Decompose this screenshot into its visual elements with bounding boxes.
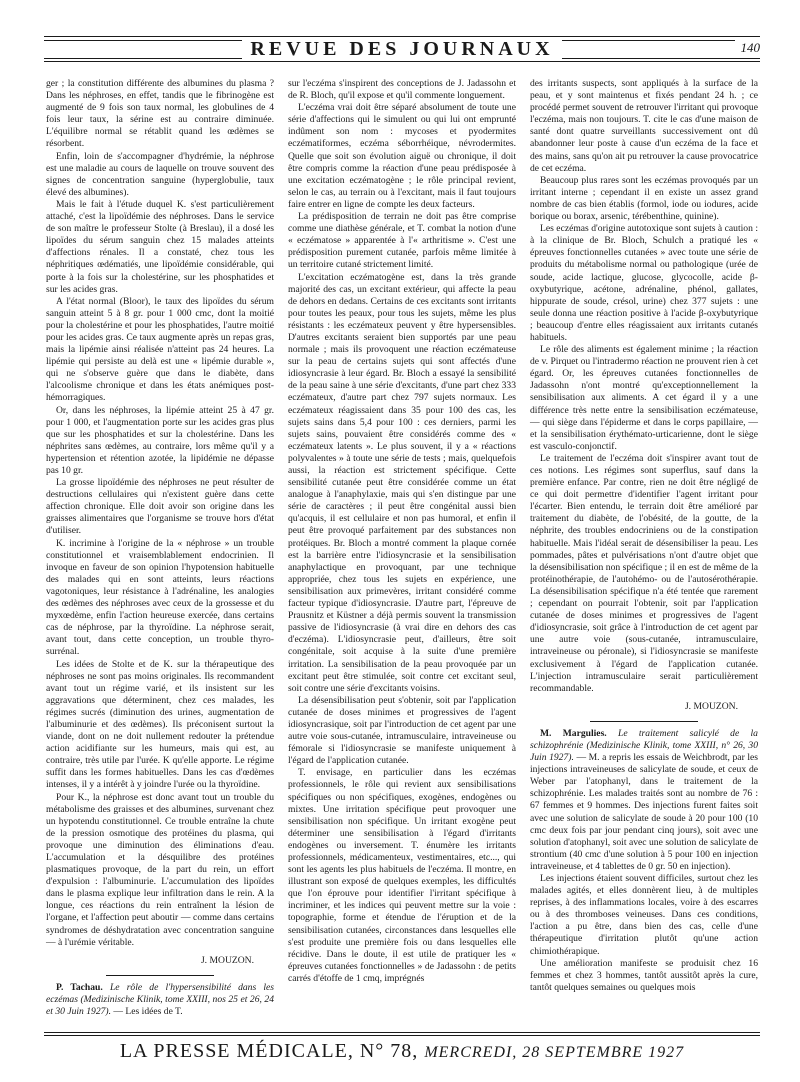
paragraph: Enfin, loin de s'accompagner d'hydrémie, la néphrose est une maladie au cours de laquelle on trouve souvent des signes de concentration sanguine (hyperglobulie, taux élevé des albumines). xyxy=(46,150,274,198)
author-signature: J. MOUZON. xyxy=(684,700,738,712)
article-lead: — Les idées de T. xyxy=(113,1006,183,1018)
paragraph: T. envisage, en particulier dans les eczémas professionnels, le rôle qui revient aux sensibilisations spécifiques ou non spécifiques, exogènes, endogènes ou mixtes. Une irritation spécifique peut provoquer une sensibilisation non spécifique. Un irritant exogène peut déterminer une sensibilisation à l'égard d'irritants endogènes ou inversement. T. énumère les irritants professionnels, médicamenteux, vestimentaires, etc..., qui sont les agents les plus habituels de l'eczéma. Il montre, en illustrant son exposé de quelques exemples, les difficultés que l'on éprouve pour identifier l'irritant spécifique à incriminer, et les indices qui peuvent mettre sur la voie : topographie, forme et étendue de l'éruption et de la sensibilisation cutanées, circonstances dans lesquelles elle s'est produite une première fois ou dans lesquelles elle récidive. Dans le doute, il est utile de pratiquer les « épreuves cutanées fonctionnelles » de Jadassohn : de petits carrés d'étoffe de 1 cmq, imprégnés xyxy=(288,767,516,984)
article-author: M. Margulies. xyxy=(540,727,607,739)
footer-date: MERCREDI, 28 SEPTEMBRE 1927 xyxy=(424,1044,685,1061)
article-lead: — M. a repris les essais de Weichbrodt, par les injections intraveineuses de salicylate de soude, et ceux de Weber par l'atophanyl, dans le traitement de la schizophrénie. Les malades traités sont au nombre de 76 : 67 femmes et 9 hommes. Des injections furent faites soit avec une solution de salicylate de soude à 20 pour 100 (10 cmc deux fois par jour pendant cinq jours), soit avec une solution d'atophanyl, soit avec une solution de salicylate de strontium (40 cmc d'une solution à 5 pour 100 en injection intraveineuse, et 4 tablettes de 0 gr. 50 en injection). xyxy=(530,752,758,872)
text-columns xyxy=(46,78,758,1018)
article-heading xyxy=(530,728,758,873)
paragraph: La désensibilisation peut s'obtenir, soit par l'application cutanée de doses minimes et progressives de l'agent idiosyncrasique, soit par l'introduction de cet agent par une autre voie sous-cutanée, intramusculaire, intraveineuse ou fémorale si l'idiosyncrasie se manifeste uniquement à l'égard de l'application cutanée. xyxy=(288,694,516,767)
page-number: 140 xyxy=(735,40,761,56)
paragraph: L'excitation eczématogène est, dans la très grande majorité des cas, un excitant extérieur, qui affecte la peau de dehors en dedans. Certains de ces excitants sont irritants pour toutes les peaux, pour tous les sujets, même les plus résistants : les eczémateux peuvent y être hypersensibles. D'autres excitants seraient bien supportés par une peau normale ; mais ils provoquent une réaction eczémateuse sur la peau de certains sujets qui sont affectés d'une idiosyncrasie à leur égard. Br. Bloch a essayé la sensibilité de la peau saine à une série d'excitants, d'une part chez 333 eczémateux, d'autre part chez 797 sujets normaux. Les eczémateux réagissaient dans 35 pour 100 des cas, les sujets sains dans 5,4 pour 100 : ces derniers, parmi les sujets sains, pouvaient être considérés comme des « eczémateux latents ». Le plus souvent, il y a « réactions polyvalentes » à toute une série de tests ; mais, quelquefois aussi, la réaction est strictement spécifique. Cette sensibilité cutanée peut être considérée comme un état analogue à l'anaphylaxie, mais qui s'en distingue par une série de caractères ; il peut être congénital aussi bien qu'acquis, il est cellulaire et non pas humoral, et enfin il peut être provoqué parfaitement par des substances non protéiques. Br. Bloch a montré comment la plaque cornée est la barrière entre l'idiosyncrasie et la sensibilisation anaphylactique en provoquant, par une technique appropriée, chez tous les sujets en expérience, une sensibilisation aux primevères, irritant considéré comme facteur typique d'idiosyncrasie. D'autre part, l'épreuve de Prausnitz et Küstner a déjà permis souvent la transmission passive de l'idiosyncrasie (à vrai dire en dehors des cas d'eczéma). L'idiosyncrasie peut, d'ailleurs, être soit congénitale, soit acquise à la suite d'une première irritation. La sensibilisation de la peau provoquée par un excitant peut être stimulée, soit contre cet excitant seul, soit contre une série d'excitants voisins. xyxy=(288,271,516,694)
header-rule xyxy=(44,36,760,37)
paragraph: sur l'eczéma s'inspirent des conceptions de J. Jadassohn et de R. Bloch, qu'il expose et qu'il commente longuement. xyxy=(288,78,516,102)
paragraph: Or, dans les néphroses, la lipémie atteint 25 à 47 gr. pour 1 000, et l'augmentation porte sur les acides gras plus que sur les phosphatides et sur la cholestérine. Dans les néphrites sans œdèmes, au contraire, lors même qu'il y a hypertension et rétention azotée, la lipidémie ne dépasse pas 10 gr. xyxy=(46,404,274,476)
paragraph: Les injections étaient souvent difficiles, surtout chez les malades agités, et elles donnèrent lieu, à de multiples reprises, à des inflammations locales, voire à des escarres ou à des thromboses veineuses. Dans ces conditions, l'action a pu être, dans bien des cas, celle d'une thérapeutique d'irritation plutôt qu'une action chimiothérapique. xyxy=(530,873,758,957)
article-title: Le rôle de l'hypersensibilité dans les eczémas (Medizinische Klinik, tome XXIII, nos 25 et 26, 24 et 30 Juin 1927). xyxy=(46,981,275,1018)
article-heading xyxy=(46,982,274,1018)
paragraph: Une amélioration manifeste se produisit chez 16 femmes et chez 3 hommes, tantôt aussitôt après la cure, tantôt quelques semaines ou quelques mois xyxy=(530,957,758,993)
running-title: REVUE DES JOURNAUX xyxy=(242,38,561,60)
footer-rule xyxy=(44,1032,760,1033)
paragraph: La grosse lipoïdémie des néphroses ne peut résulter de destructions cellulaires qui n'existent guère dans cette affection chronique. Elle doit avoir son origine dans les graisses alimentaires que l'organisme se trouve hors d'état d'utiliser. xyxy=(46,477,274,537)
paragraph: Mais le fait à l'étude duquel K. s'est particulièrement attaché, c'est la lipoïdémie des néphroses. Dans le service de son maître le professeur Stolte (à Breslau), il a dosé les lipoïdes du sérum sanguin chez 15 malades atteints d'affections rénales. Il a constaté, chez tous les néphritiques œdématiés, une lipoïdémie considérable, qui porte à la fois sur la cholestérine, sur les phosphatides et sur les acides gras. xyxy=(46,198,274,295)
footer-issue: N° 78, xyxy=(359,1040,419,1062)
paragraph: L'eczéma vrai doit être séparé absolument de toute une série d'affections qui le simulent ou qui lui ont emprunté indûment son nom : mycoses et pyodermites eczématiformes, eczéma séborrhéique, névrodermites. Quelle que soit son évolution aiguë ou chronique, il doit être compris comme la réaction d'une peau prédisposée à une excitation eczématogène ; le rôle principal revient, selon le cas, au terrain ou à l'excitant, mais il faut toujours faire entrer en ligne de compte les deux facteurs. xyxy=(288,102,516,210)
article-separator xyxy=(590,721,698,722)
page-footer xyxy=(44,1032,760,1062)
footer-line xyxy=(44,1040,760,1063)
paragraph: des irritants suspects, sont appliqués à la surface de la peau, et y sont maintenus et fixés pendant 24 h. ; ce procédé permet souvent de retrouver l'irritant qui provoque l'eczéma, mais non toujours. T. cite le cas d'une maison de santé dont quatre surveillants successivement ont dû abandonner leur poste à cause d'un eczéma de la face et des mains, sans qu'on ait pu retrouver la cause provocatrice de cet eczéma. xyxy=(530,78,758,174)
footer-rule xyxy=(44,1035,760,1036)
footer-journal: LA PRESSE MÉDICALE, xyxy=(119,1040,354,1062)
paragraph: ger ; la constitution différente des albumines du plasma ? Dans les néphroses, en effet, tandis que le fibrinogène est augmenté de 9 fois son taux normal, les globulines de 4 fois leur taux, la sérine est au contraire diminuée. L'équilibre normal se rétablit quand les œdèmes se résorbent. xyxy=(46,78,274,150)
author-signature: J. MOUZON. xyxy=(200,954,254,966)
paragraph: Beaucoup plus rares sont les eczémas provoqués par un irritant interne ; cependant il en existe un assez grand nombre de cas bien établis (formol, iode ou iodures, acide borique ou borax, arsenic, térébenthine, quinine). xyxy=(530,174,758,223)
paragraph: Le rôle des aliments est également minime ; la réaction de v. Pirquet ou l'intradermo réaction ne prouvent rien à cet égard. Or, les épreuves cutanées fonctionnelles de Jadassohn n'ont montré qu'exceptionnellement la sensibilisation aux aliments. A cet égard il y a une différence très nette entre la sensibilisation eczémateuse, — qui siège dans l'épiderme et dans le corps papillaire, — et la sensibilisation érythémato-urticarienne, dont le siège est vasculo-conjonctif. xyxy=(530,344,758,452)
column-1 xyxy=(46,78,275,1018)
page-header xyxy=(44,32,760,72)
paragraph: K. incrimine à l'origine de la « néphrose » un trouble constitutionnel et vraisemblablement endocrinien. Il invoque en faveur de son opinion l'hypotension habituelle des malades qui en sont atteints, leurs réactions vagotoniques, leur résistance à l'adrénaline, les analogies des œdèmes des néphroses avec ceux de la grossesse et du myxœdème, enfin l'action heureuse exercée, dans certains cas de néphrose, par la thyroïdine. La néphrose serait, avant tout, dans cette conception, un trouble thyro-surrénal. xyxy=(46,537,274,658)
paragraph: Les eczémas d'origine autotoxique sont sujets à caution : à la clinique de Br. Bloch, Schulch a pratiqué les « épreuves fonctionnelles cutanées » avec toute une série de produits du métabolisme normal ou pathologique (urée de soude, acide lactique, glucose, glycocolle, acide β-oxybutyrique, acétone, adrénaline, phénol, gallates, hippurate de soude, crésol, urine) chez 377 sujets : une seule donna une réaction positive à l'acide β-oxybutyrique ; beaucoup d'entre elles réagissaient aux irritants cutanés habituels. xyxy=(530,223,758,343)
column-3 xyxy=(530,78,758,996)
header-rule xyxy=(44,61,760,62)
article-author: P. Tachau. xyxy=(56,981,103,993)
paragraph: Les idées de Stolte et de K. sur la thérapeutique des néphroses ne sont pas moins originales. Ils recommandent avant tout un régime varié, et ils insistent sur les aggravations que déterminent, chez ces malades, les régimes sucrés (diminution des urines, augmentation de l'albuminurie et des œdèmes). Ils préconisent surtout la viande, dont on ne doit nullement redouter la prétendue action acidifiante sur les humeurs, mais qui est, au contraire, très utile par l'urée. K qu'elle apporte. Le régime suffit dans les formes habituelles. Dans les cas d'œdèmes intenses, il y a intérêt à y joindre l'urée ou la thyroïdine. xyxy=(46,658,274,791)
paragraph: Pour K., la néphrose est donc avant tout un trouble du métabolisme des graisses et des albumines, survenant chez un hypotendu constitutionnel. Ce trouble entraîne la chute de la pression osmotique des protéines du plasma, qui provoque une diminution des éliminations d'eau. L'accumulation et la désquilibre des protéines plasmatiques provoque, de la part du rein, un effort d'expulsion : l'albuminurie. L'accumulation des lipoïdes dans le plasma explique leur infiltration dans le rein. A la longue, ces réactions du rein entraînent la lésion de l'organe, et l'affection peut aboutir — comme dans certains syndromes de déshydratation avec concentration sanguine — à l'urémie véritable. xyxy=(46,791,274,948)
column-2 xyxy=(288,78,516,996)
paragraph: La prédisposition de terrain ne doit pas être comprise comme une diathèse générale, et T. combat la notion d'une « eczématose » apparentée à l'« arthritisme ». C'est une prédisposition purement cutanée, parfois même limitée à un territoire cutané strictement limité. xyxy=(288,211,516,271)
article-separator xyxy=(106,975,214,976)
article-title: Le traitement salicylé de la schizophrénie (Medizinische Klinik, tome XXIII, n° 26, 30 Juin 1927). xyxy=(530,727,758,764)
paragraph: Le traitement de l'eczéma doit s'inspirer avant tout de ces notions. Les régimes sont superflus, sauf dans la première enfance. Par contre, rien ne doit être négligé de ce qui doit permettre d'identifier l'agent irritant pour l'écarter. Bien entendu, le terrain doit être amélioré par traitement du diabète, de l'obésité, de la goutte, de la néphrite, des troubles endocriniens ou de la constipation habituelle. Mais l'idéal serait de désensibiliser la peau. Les pommades, pâtes et pulvérisations n'ont d'autre objet que la désensibilisation non spécifique ; il en est de même de la protéinothérapie, de l'autohémo- ou de l'autosérothérapie. La désensibilisation spécifique n'a été tentée que rarement ; cependant on pourrait l'obtenir, soit par l'application cutanée de doses minimes et progressives de l'agent d'idiosyncrasie, soit grâce à l'introduction de cet agent par une autre voie (sous-cutanée, intramusculaire, intraveineuse ou péronale), si l'idiosyncrasie se manifeste exclusivement à l'égard de l'application cutanée. L'injection intramusculaire serait particulièrement recommandable. xyxy=(530,452,758,694)
paragraph: A l'état normal (Bloor), le taux des lipoïdes du sérum sanguin atteint 5 à 8 gr. pour 1 000 cmc, dont la moitié pour la cholestérine et pour les phosphatides, l'autre moitié pour les acides gras. Ce taux augmente après un repas gras, mais la lipémie ainsi réalisée n'atteint pas 24 heures. La lipémie qui persiste au delà est une « lipémie durable », qui ne s'observe guère que dans le diabète, dans l'alcoolisme chronique et dans les états anémiques post-hémorragiques. xyxy=(46,295,274,404)
